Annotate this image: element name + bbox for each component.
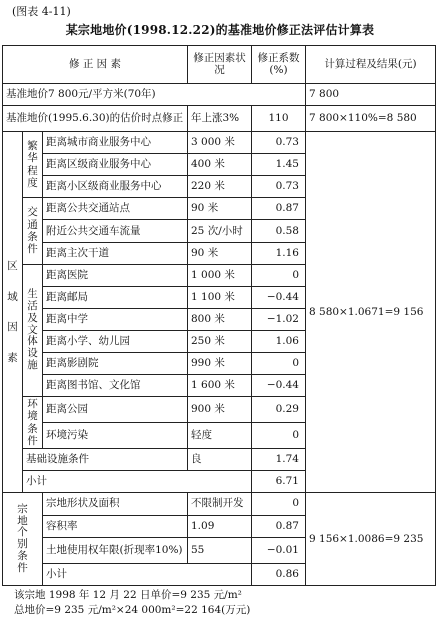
coef-cell: 0: [252, 423, 306, 449]
subtotal-label: 小计: [43, 563, 188, 585]
coef-cell: 1.16: [252, 242, 306, 264]
factor-cell: 距离中学: [43, 308, 188, 330]
status-cell: 90 米: [188, 242, 252, 264]
factor-cell: 距离小学、幼儿园: [43, 330, 188, 352]
table-row: [3, 132, 436, 154]
empty-cell: [252, 84, 306, 106]
status-cell: 250 米: [188, 330, 252, 352]
group-prosperity-label: 繁华程度: [23, 132, 43, 198]
coef-cell: −0.44: [252, 286, 306, 308]
factor-cell: 距离小区级商业服务中心: [43, 176, 188, 198]
factor-cell: 土地使用权年限(折现率10%): [43, 537, 188, 563]
coef-cell: 0: [252, 493, 306, 515]
date-adj-coef: 110: [252, 106, 306, 132]
valuation-table: [2, 45, 436, 586]
coef-cell: 0.73: [252, 176, 306, 198]
factor-cell: 宗地形状及面积: [43, 493, 188, 515]
status-cell: 不限制开发: [188, 493, 252, 515]
factor-cell: 距离城市商业服务中心: [43, 132, 188, 154]
coef-cell: 0.87: [252, 515, 306, 537]
header-calc: 计算过程及结果(元): [306, 46, 436, 84]
status-cell: 400 米: [188, 154, 252, 176]
header-coef: 修正系数(%): [252, 46, 306, 84]
subtotal-coef: 6.71: [252, 471, 306, 493]
coef-cell: 0.73: [252, 132, 306, 154]
status-cell: 3 000 米: [188, 132, 252, 154]
header-status: 修正因素状况: [188, 46, 252, 84]
header-factor: 修 正 因 素: [3, 46, 188, 84]
status-cell: 800 米: [188, 308, 252, 330]
coef-cell: 1.06: [252, 330, 306, 352]
status-cell: 55: [188, 537, 252, 563]
factor-cell: 距离公园: [43, 397, 188, 423]
factor-cell: 距离图书馆、文化馆: [43, 375, 188, 397]
coef-cell: 0: [252, 264, 306, 286]
coef-cell: −0.44: [252, 375, 306, 397]
coef-cell: −1.02: [252, 308, 306, 330]
date-adj-calc: 7 800×110%=8 580: [306, 106, 436, 132]
status-cell: 1 000 米: [188, 264, 252, 286]
empty-cell: [188, 84, 252, 106]
coef-cell: 0.58: [252, 220, 306, 242]
factor-cell: 距离公共交通站点: [43, 198, 188, 220]
factor-cell: 基础设施条件: [23, 449, 188, 471]
individual-factors-label: 宗地个别条件: [3, 493, 43, 585]
group-facilities-label: 生活及文体设施: [23, 264, 43, 397]
factor-cell: 距离区级商业服务中心: [43, 154, 188, 176]
footer-notes: [14, 588, 250, 618]
status-cell: 1.09: [188, 515, 252, 537]
figure-label: (图表 4-11): [12, 5, 71, 18]
status-cell: 1 100 米: [188, 286, 252, 308]
group-traffic-label: 交通条件: [23, 198, 43, 264]
status-cell: 25 次/小时: [188, 220, 252, 242]
status-cell: 轻度: [188, 423, 252, 449]
status-cell: 90 米: [188, 198, 252, 220]
footer-total-price: 总地价=9 235 元/m²×24 000m²=22 164(万元): [14, 604, 251, 617]
coef-cell: 1.45: [252, 154, 306, 176]
individual-calc: 9 156×1.0086=9 235: [306, 493, 436, 585]
area-calc: 8 580×1.0671=9 156: [306, 132, 436, 493]
subtotal-coef: 0.86: [252, 563, 306, 585]
coef-cell: 0.87: [252, 198, 306, 220]
base-price-calc: 7 800: [306, 84, 436, 106]
factor-cell: 距离医院: [43, 264, 188, 286]
factor-cell: 容积率: [43, 515, 188, 537]
subtotal-label: 小计: [23, 471, 188, 493]
date-adj-label: 基准地价(1995.6.30)的估价时点修正: [3, 106, 188, 132]
table-row: [3, 84, 436, 106]
status-cell: 990 米: [188, 353, 252, 375]
status-cell: 220 米: [188, 176, 252, 198]
status-cell: 900 米: [188, 397, 252, 423]
header-row: [3, 46, 436, 84]
factor-cell: 距离邮局: [43, 286, 188, 308]
base-price-label: 基准地价7 800元/平方米(70年): [3, 84, 188, 106]
status-cell: 1 600 米: [188, 375, 252, 397]
status-cell: 良: [188, 449, 252, 471]
date-adj-status: 年上涨3%: [188, 106, 252, 132]
table-row: [3, 106, 436, 132]
group-environment-label: 环境条件: [23, 397, 43, 449]
factor-cell: 距离主次干道: [43, 242, 188, 264]
factor-cell: 距离影剧院: [43, 353, 188, 375]
empty-cell: [188, 563, 252, 585]
coef-cell: −0.01: [252, 537, 306, 563]
empty-cell: [188, 471, 252, 493]
table-title: 某宗地地价(1998.12.22)的基准地价修正法评估计算表: [65, 23, 375, 37]
coef-cell: 0.29: [252, 397, 306, 423]
table-row: [3, 493, 436, 515]
factor-cell: 附近公共交通车流量: [43, 220, 188, 242]
area-factors-label: 区域因素: [3, 132, 23, 493]
factor-cell: 环境污染: [43, 423, 188, 449]
coef-cell: 1.74: [252, 449, 306, 471]
footer-unit-price: 该宗地 1998 年 12 月 22 日单价=9 235 元/m²: [14, 589, 242, 601]
coef-cell: 0: [252, 353, 306, 375]
